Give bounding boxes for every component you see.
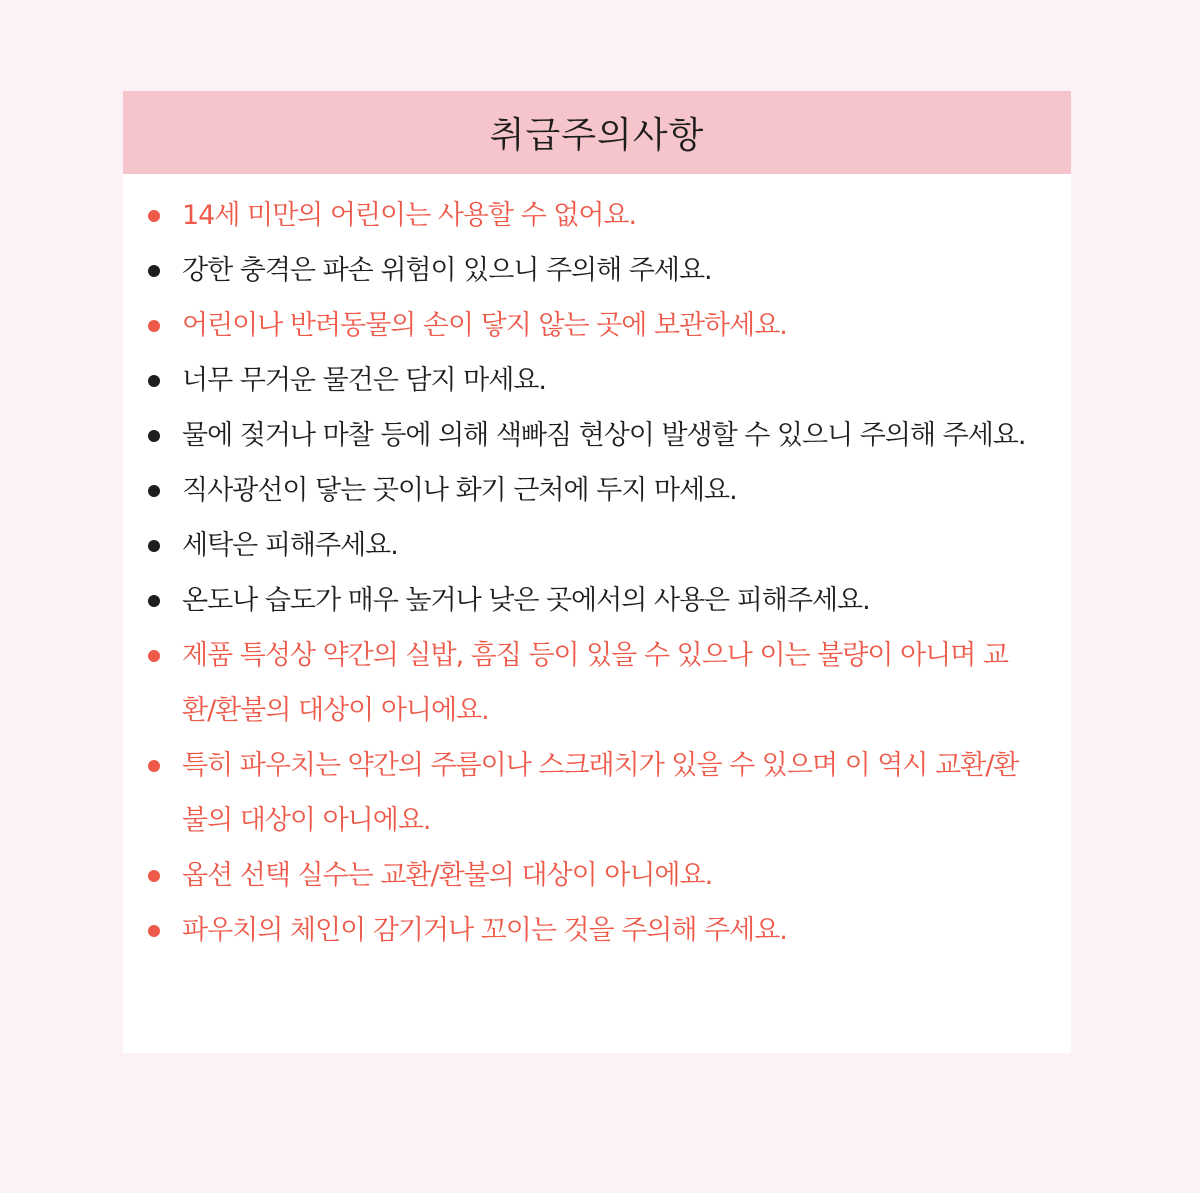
notice-item xyxy=(148,188,1041,243)
card-header xyxy=(123,91,1071,174)
bullet-icon xyxy=(148,463,182,518)
notice-text: 옵션 선택 실수는 교환/환불의 대상이 아니에요. xyxy=(182,860,713,891)
notice-text: 어린이나 반려동물의 손이 닿지 않는 곳에 보관하세요. xyxy=(182,310,787,341)
notice-item xyxy=(148,848,1041,903)
bullet-icon xyxy=(148,243,182,298)
notice-item xyxy=(148,463,1041,518)
notice-text: 너무 무거운 물건은 담지 마세요. xyxy=(182,365,546,396)
notice-item xyxy=(148,353,1041,408)
bullet-icon xyxy=(148,518,182,573)
bullet-icon xyxy=(148,298,182,353)
bullet-icon xyxy=(148,628,182,683)
bullet-icon xyxy=(148,188,182,243)
notice-item xyxy=(148,903,1041,958)
bullet-icon xyxy=(148,903,182,958)
notice-text: 파우치의 체인이 감기거나 꼬이는 것을 주의해 주세요. xyxy=(182,915,787,946)
notice-item xyxy=(148,738,1041,848)
notice-item xyxy=(148,243,1041,298)
notice-item xyxy=(148,408,1041,463)
notice-text: 14세 미만의 어린이는 사용할 수 없어요. xyxy=(182,200,637,231)
card-title: 취급주의사항 xyxy=(489,115,705,156)
notice-text: 제품 특성상 약간의 실밥, 흠집 등이 있을 수 있으나 이는 불량이 아니며 교환/환불의 대상이 아니에요. xyxy=(182,640,1008,726)
notice-text: 강한 충격은 파손 위험이 있으니 주의해 주세요. xyxy=(182,255,712,286)
bullet-icon xyxy=(148,848,182,903)
notice-item xyxy=(148,298,1041,353)
notice-item xyxy=(148,573,1041,628)
bullet-icon xyxy=(148,738,182,793)
bullet-icon xyxy=(148,353,182,408)
bullet-icon xyxy=(148,408,182,463)
notice-text: 직사광선이 닿는 곳이나 화기 근처에 두지 마세요. xyxy=(182,475,737,506)
notice-item xyxy=(148,518,1041,573)
notice-text: 물에 젖거나 마찰 등에 의해 색빠짐 현상이 발생할 수 있으니 주의해 주세요. xyxy=(182,420,1026,451)
bullet-icon xyxy=(148,573,182,628)
notice-text: 특히 파우치는 약간의 주름이나 스크래치가 있을 수 있으며 이 역시 교환/환불의 대상이 아니에요. xyxy=(182,750,1019,836)
notice-list xyxy=(123,174,1071,958)
notice-text: 세탁은 피해주세요. xyxy=(182,530,398,561)
caution-card xyxy=(123,91,1071,1053)
notice-text: 온도나 습도가 매우 높거나 낮은 곳에서의 사용은 피해주세요. xyxy=(182,585,870,616)
notice-item xyxy=(148,628,1041,738)
